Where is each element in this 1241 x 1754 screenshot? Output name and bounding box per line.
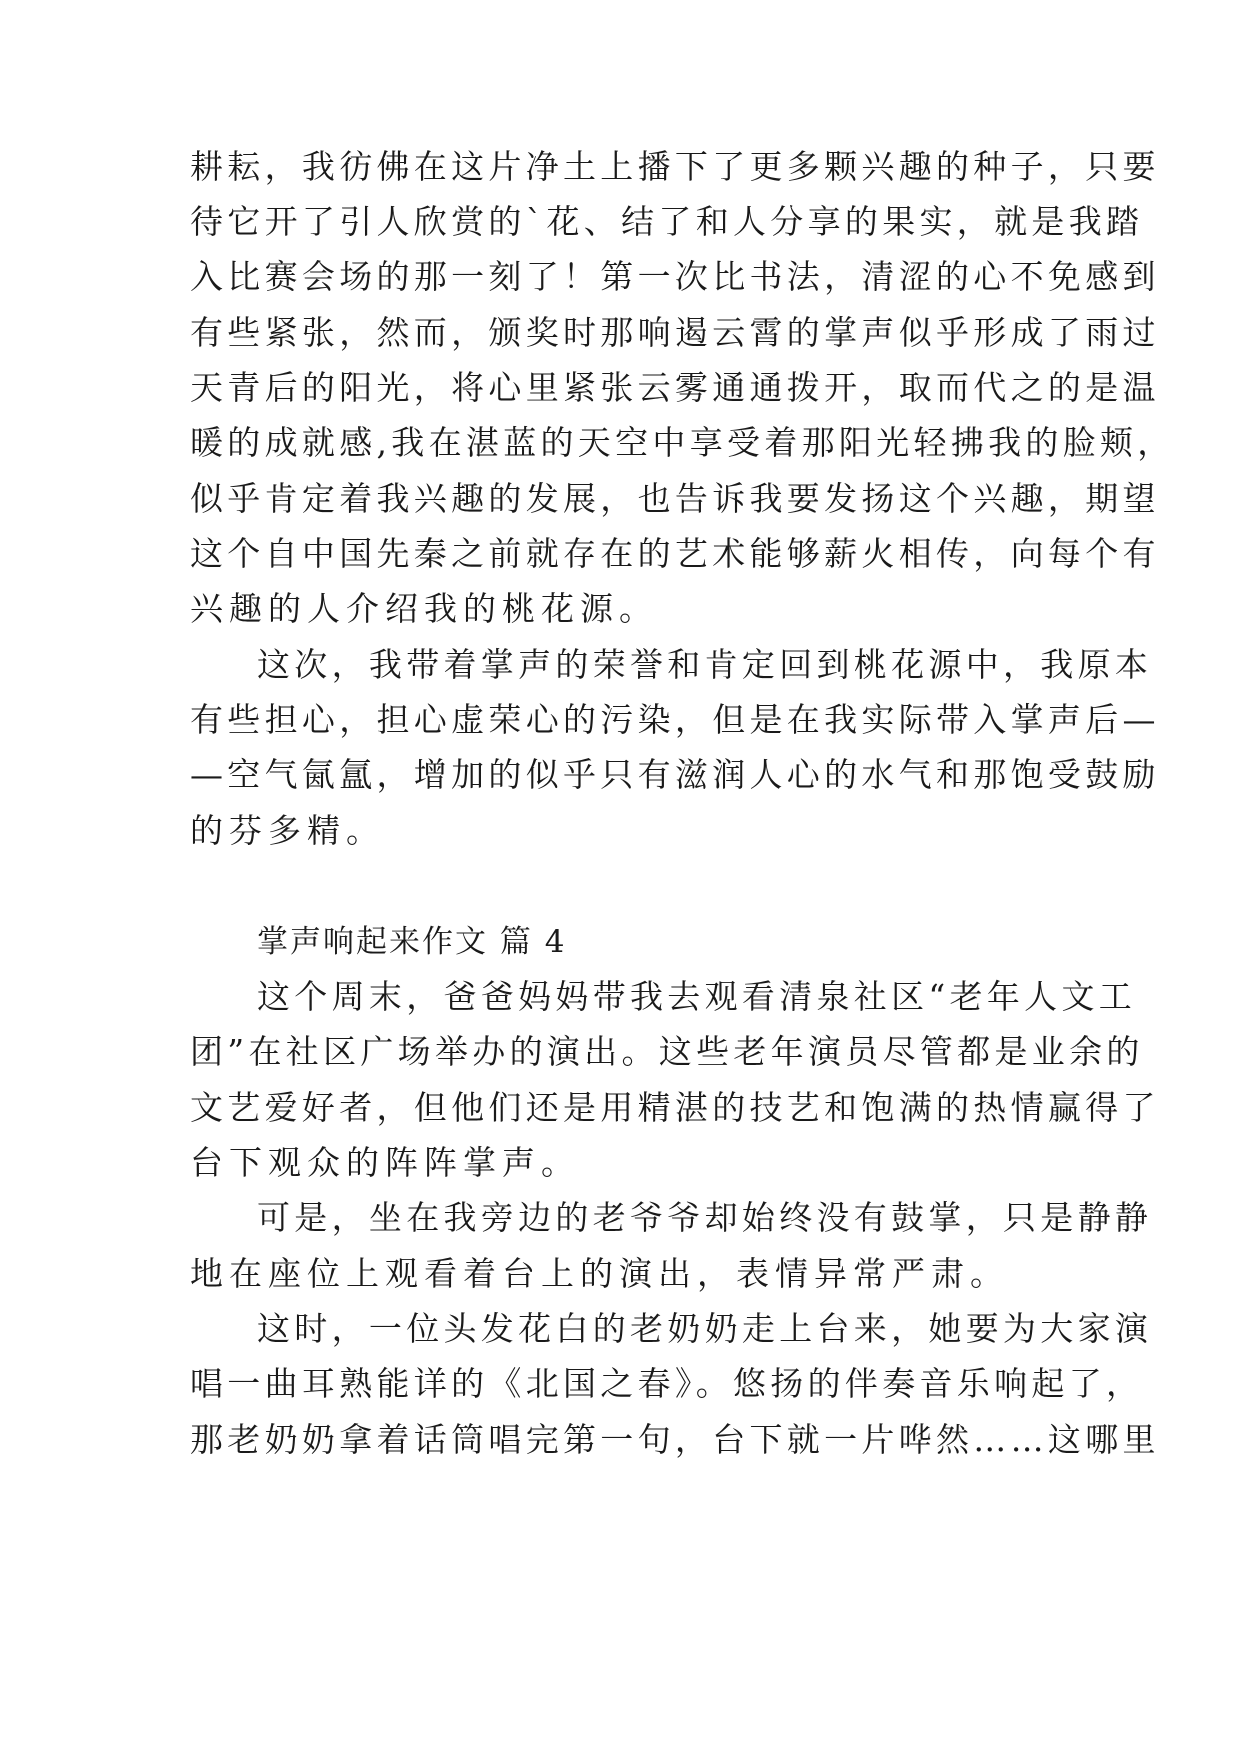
text-line: 待它开了引人欣赏的`花、结了和人分享的果实，就是我踏: [190, 202, 1144, 241]
text-line: 有些担心，担心虚荣心的污染，但是在我实际带入掌声后—: [190, 700, 1160, 739]
text-line: 兴趣的人介绍我的桃花源。: [190, 589, 658, 628]
section-heading: 掌声响起来作文 篇 4: [257, 924, 567, 960]
text-line: 天青后的阳光，将心里紧张云雾通通拨开，取而代之的是温: [190, 368, 1160, 407]
text-line: —空气氤氲，增加的似乎只有滋润人心的水气和那饱受鼓励: [190, 755, 1160, 794]
text-line: 团”在社区广场举办的演出。这些老年演员尽管都是业余的: [190, 1032, 1144, 1071]
text-line: 有些紧张，然而，颁奖时那响遏云霄的掌声似乎形成了雨过: [190, 313, 1160, 352]
text-line: 台下观众的阵阵掌声。: [190, 1143, 580, 1182]
text-line: 的芬多精。: [190, 811, 385, 850]
text-line: 这个周末，爸爸妈妈带我去观看清泉社区“老年人文工: [257, 977, 1137, 1016]
text-line: 地在座位上观看着台上的演出，表情异常严肃。: [190, 1254, 1009, 1293]
text-line: 入比赛会场的那一刻了！第一次比书法，清涩的心不免感到: [190, 257, 1160, 296]
text-line: 似乎肯定着我兴趣的发展，也告诉我要发扬这个兴趣，期望: [190, 479, 1160, 518]
text-line: 耕耘，我彷佛在这片净土上播下了更多颗兴趣的种子，只要: [190, 147, 1160, 186]
text-line: 这个自中国先秦之前就存在的艺术能够薪火相传，向每个有: [190, 534, 1160, 573]
text-line: 那老奶奶拿着话筒唱完第一句，台下就一片哗然……这哪里: [190, 1420, 1160, 1459]
text-line: 暖的成就感,我在湛蓝的天空中享受着那阳光轻拂我的脸颊，: [190, 423, 1175, 462]
text-line: 唱一曲耳熟能详的《北国之春》。悠扬的伴奏音乐响起了，: [190, 1364, 1144, 1403]
text-line: 文艺爱好者，但他们还是用精湛的技艺和饱满的热情赢得了: [190, 1088, 1160, 1127]
text-line: 可是，坐在我旁边的老爷爷却始终没有鼓掌，只是静静: [257, 1198, 1153, 1237]
text-line: 这时，一位头发花白的老奶奶走上台来，她要为大家演: [257, 1309, 1153, 1348]
text-line: 这次，我带着掌声的荣誉和肯定回到桃花源中，我原本: [257, 645, 1153, 684]
